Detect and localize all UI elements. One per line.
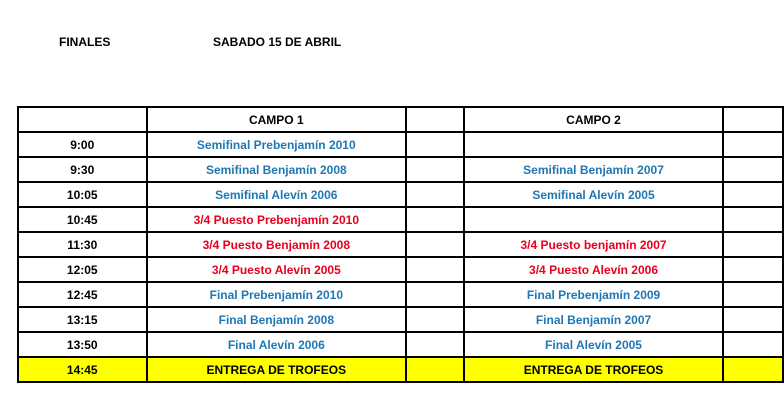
schedule-row	[18, 182, 783, 207]
campo2-match-cell: Semifinal Alevín 2005	[464, 182, 723, 207]
campo1-match-cell: 3/4 Puesto Prebenjamín 2010	[147, 207, 407, 232]
campo2-match-cell: 3/4 Puesto Alevín 2006	[464, 257, 723, 282]
spacer-cell	[406, 132, 464, 157]
campo1-match-cell: 3/4 Puesto Benjamín 2008	[147, 232, 407, 257]
time-cell: 14:45	[18, 357, 147, 382]
campo1-match-cell: Final Alevín 2006	[147, 332, 407, 357]
schedule-row	[18, 282, 783, 307]
campo1-match-cell: ENTREGA DE TROFEOS	[147, 357, 407, 382]
time-cell: 10:45	[18, 207, 147, 232]
spacer-cell	[406, 232, 464, 257]
campo2-header: CAMPO 2	[464, 107, 723, 132]
spacer-cell	[406, 257, 464, 282]
spacer-cell	[406, 307, 464, 332]
campo2-match-cell	[464, 207, 723, 232]
time-cell: 12:45	[18, 282, 147, 307]
spacer-cell	[723, 357, 783, 382]
spacer-cell	[406, 282, 464, 307]
time-header-cell	[18, 107, 147, 132]
campo2-match-cell: Final Alevín 2005	[464, 332, 723, 357]
spacer-cell	[723, 332, 783, 357]
time-cell: 11:30	[18, 232, 147, 257]
campo2-match-cell: ENTREGA DE TROFEOS	[464, 357, 723, 382]
spacer-cell	[406, 182, 464, 207]
schedule-table	[17, 106, 784, 383]
campo2-match-cell: Final Prebenjamín 2009	[464, 282, 723, 307]
spacer-cell	[723, 157, 783, 182]
spacer-cell	[723, 232, 783, 257]
time-cell: 12:05	[18, 257, 147, 282]
schedule-row	[18, 257, 783, 282]
schedule-row	[18, 307, 783, 332]
header-row	[18, 107, 783, 132]
spacer-cell	[723, 307, 783, 332]
campo1-header: CAMPO 1	[147, 107, 407, 132]
schedule-row	[18, 132, 783, 157]
schedule-row	[18, 357, 783, 382]
spacer-cell	[406, 107, 464, 132]
campo2-match-cell: 3/4 Puesto benjamín 2007	[464, 232, 723, 257]
time-cell: 9:00	[18, 132, 147, 157]
campo2-match-cell: Final Benjamín 2007	[464, 307, 723, 332]
spacer-cell	[723, 282, 783, 307]
campo1-match-cell: Final Benjamín 2008	[147, 307, 407, 332]
campo2-match-cell	[464, 132, 723, 157]
time-cell: 10:05	[18, 182, 147, 207]
spacer-cell	[723, 182, 783, 207]
campo2-match-cell: Semifinal Benjamín 2007	[464, 157, 723, 182]
campo1-match-cell: Semifinal Prebenjamín 2010	[147, 132, 407, 157]
schedule-row	[18, 157, 783, 182]
spacer-cell	[406, 207, 464, 232]
campo1-match-cell: Semifinal Alevín 2006	[147, 182, 407, 207]
campo1-match-cell: Final Prebenjamín 2010	[147, 282, 407, 307]
schedule-row	[18, 332, 783, 357]
spacer-cell	[723, 257, 783, 282]
time-cell: 9:30	[18, 157, 147, 182]
time-cell: 13:50	[18, 332, 147, 357]
spacer-cell	[723, 107, 783, 132]
spacer-cell	[723, 207, 783, 232]
spacer-cell	[723, 132, 783, 157]
campo1-match-cell: 3/4 Puesto Alevín 2005	[147, 257, 407, 282]
spacer-cell	[406, 357, 464, 382]
spacer-cell	[406, 157, 464, 182]
time-cell: 13:15	[18, 307, 147, 332]
schedule-row	[18, 232, 783, 257]
schedule-row	[18, 207, 783, 232]
page-title: FINALES	[59, 35, 111, 49]
spacer-cell	[406, 332, 464, 357]
event-date: SABADO 15 DE ABRIL	[213, 35, 342, 49]
campo1-match-cell: Semifinal Benjamín 2008	[147, 157, 407, 182]
